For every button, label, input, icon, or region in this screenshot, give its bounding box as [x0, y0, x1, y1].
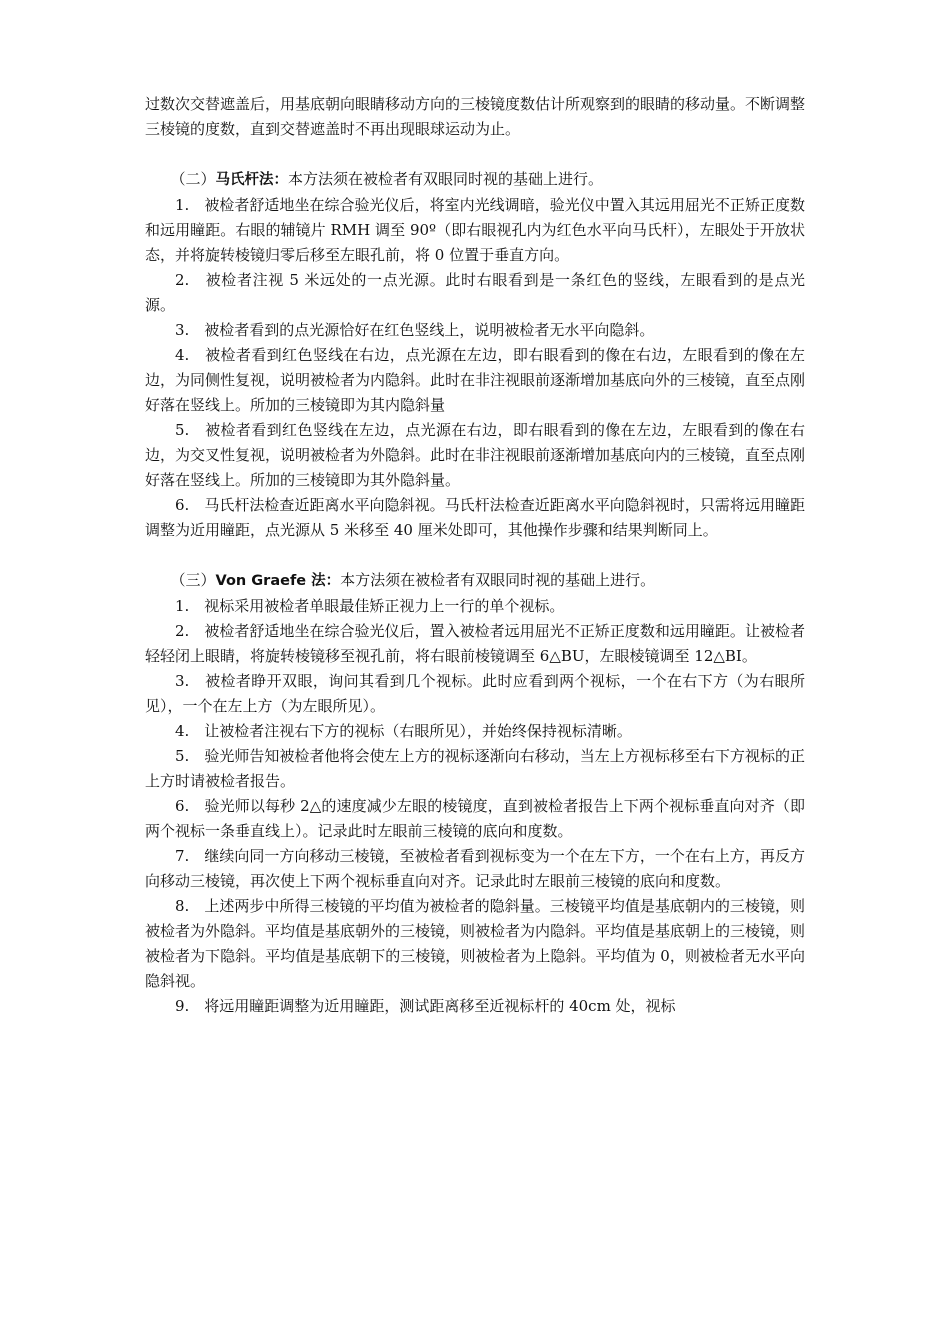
step-paragraph: 2. 被检者舒适地坐在综合验光仪后，置入被检者远用屈光不正矫正度数和远用瞳距。让被检者轻轻闭上眼睛，将旋转棱镜移至视孔前，将右眼前棱镜调至 6△BU，左眼棱镜调至 12△BI。: [145, 622, 805, 665]
intro-paragraph: 过数次交替遮盖后，用基底朝向眼睛移动方向的三棱镜度数估计所观察到的眼睛的移动量。不断调整三棱镜的度数，直到交替遮盖时不再出现眼球运动为止。: [145, 95, 806, 138]
section-title: Von Graefe 法：: [215, 573, 341, 589]
step-paragraph: 1. 被检者舒适地坐在综合验光仪后，将室内光线调暗，验光仪中置入其远用屈光不正矫正度数和远用瞳距。右眼的辅镜片 RMH 调至 90º（即右眼视孔内为红色水平向马氏杆），左眼处于开放状态，并将旋转棱镜归零后移至左眼孔前，将 0 位置于垂直方向。: [145, 196, 805, 264]
section-gap: [145, 543, 805, 568]
section-description: 本方法须在被检者有双眼同时视的基础上进行。: [288, 170, 604, 188]
step-paragraph: 5. 验光师告知被检者他将会使左上方的视标逐渐向右移动，当左上方视标移至右下方视标的正上方时请被检者报告。: [145, 747, 805, 790]
step-paragraph: 3. 被检者看到的点光源恰好在红色竖线上，说明被检者无水平向隐斜。: [175, 321, 655, 339]
step-paragraph: 6. 验光师以每秒 2△的速度减少左眼的棱镜度，直到被检者报告上下两个视标垂直向对齐（即两个视标一条垂直线上）。记录此时左眼前三棱镜的底向和度数。: [145, 797, 805, 840]
section-number: （二）: [170, 170, 216, 188]
section-description: 本方法须在被检者有双眼同时视的基础上进行。: [340, 571, 656, 589]
step-paragraph: 4. 让被检者注视右下方的视标（右眼所见），并始终保持视标清晰。: [175, 722, 632, 740]
step-paragraph: 9. 将远用瞳距调整为近用瞳距，测试距离移至近视标杆的 40cm 处，视标: [175, 997, 676, 1015]
step-paragraph: 1. 视标采用被检者单眼最佳矫正视力上一行的单个视标。: [175, 597, 565, 615]
section-title: 马氏杆法：: [215, 172, 289, 188]
step-paragraph: 8. 上述两步中所得三棱镜的平均值为被检者的隐斜量。三棱镜平均值是基底朝内的三棱镜，则被检者为外隐斜。平均值是基底朝外的三棱镜，则被检者为内隐斜。平均值是基底朝上的三棱镜，则被检者为下隐斜。平均值是基底朝下的三棱镜，则被检者为上隐斜。平均值为 0，则被检者无水平向隐斜视。: [145, 897, 806, 990]
document-page: [145, 92, 805, 1019]
step-paragraph: 3. 被检者睁开双眼，询问其看到几个视标。此时应看到两个视标，一个在右下方（为右眼所见），一个在左上方（为左眼所见）。: [145, 672, 805, 715]
step-paragraph: 5. 被检者看到红色竖线在左边，点光源在右边，即右眼看到的像在左边，左眼看到的像在右边，为交叉性复视，说明被检者为外隐斜。此时在非注视眼前逐渐增加基底向内的三棱镜，直至点刚好落在竖线上。所加的三棱镜即为其外隐斜量。: [145, 421, 806, 489]
step-paragraph: 7. 继续向同一方向移动三棱镜，至被检者看到视标变为一个在左下方，一个在右上方，再反方向移动三棱镜，再次使上下两个视标垂直向对齐。记录此时左眼前三棱镜的底向和度数。: [145, 847, 805, 890]
step-paragraph: 2. 被检者注视 5 米远处的一点光源。此时右眼看到是一条红色的竖线，左眼看到的是点光源。: [145, 271, 805, 314]
section-heading-maddox-rod: [145, 167, 805, 193]
section-gap: [145, 142, 805, 167]
section-number: （三）: [170, 571, 216, 589]
step-paragraph: 4. 被检者看到红色竖线在右边，点光源在左边，即右眼看到的像在右边，左眼看到的像在左边，为同侧性复视，说明被检者为内隐斜。此时在非注视眼前逐渐增加基底向外的三棱镜，直至点刚好落在竖线上。所加的三棱镜即为其内隐斜量: [145, 346, 806, 414]
section-heading-von-graefe: [145, 568, 805, 594]
step-paragraph: 6. 马氏杆法检查近距离水平向隐斜视。马氏杆法检查近距离水平向隐斜视时，只需将远用瞳距调整为近用瞳距，点光源从 5 米移至 40 厘米处即可，其他操作步骤和结果判断同上。: [145, 496, 805, 539]
